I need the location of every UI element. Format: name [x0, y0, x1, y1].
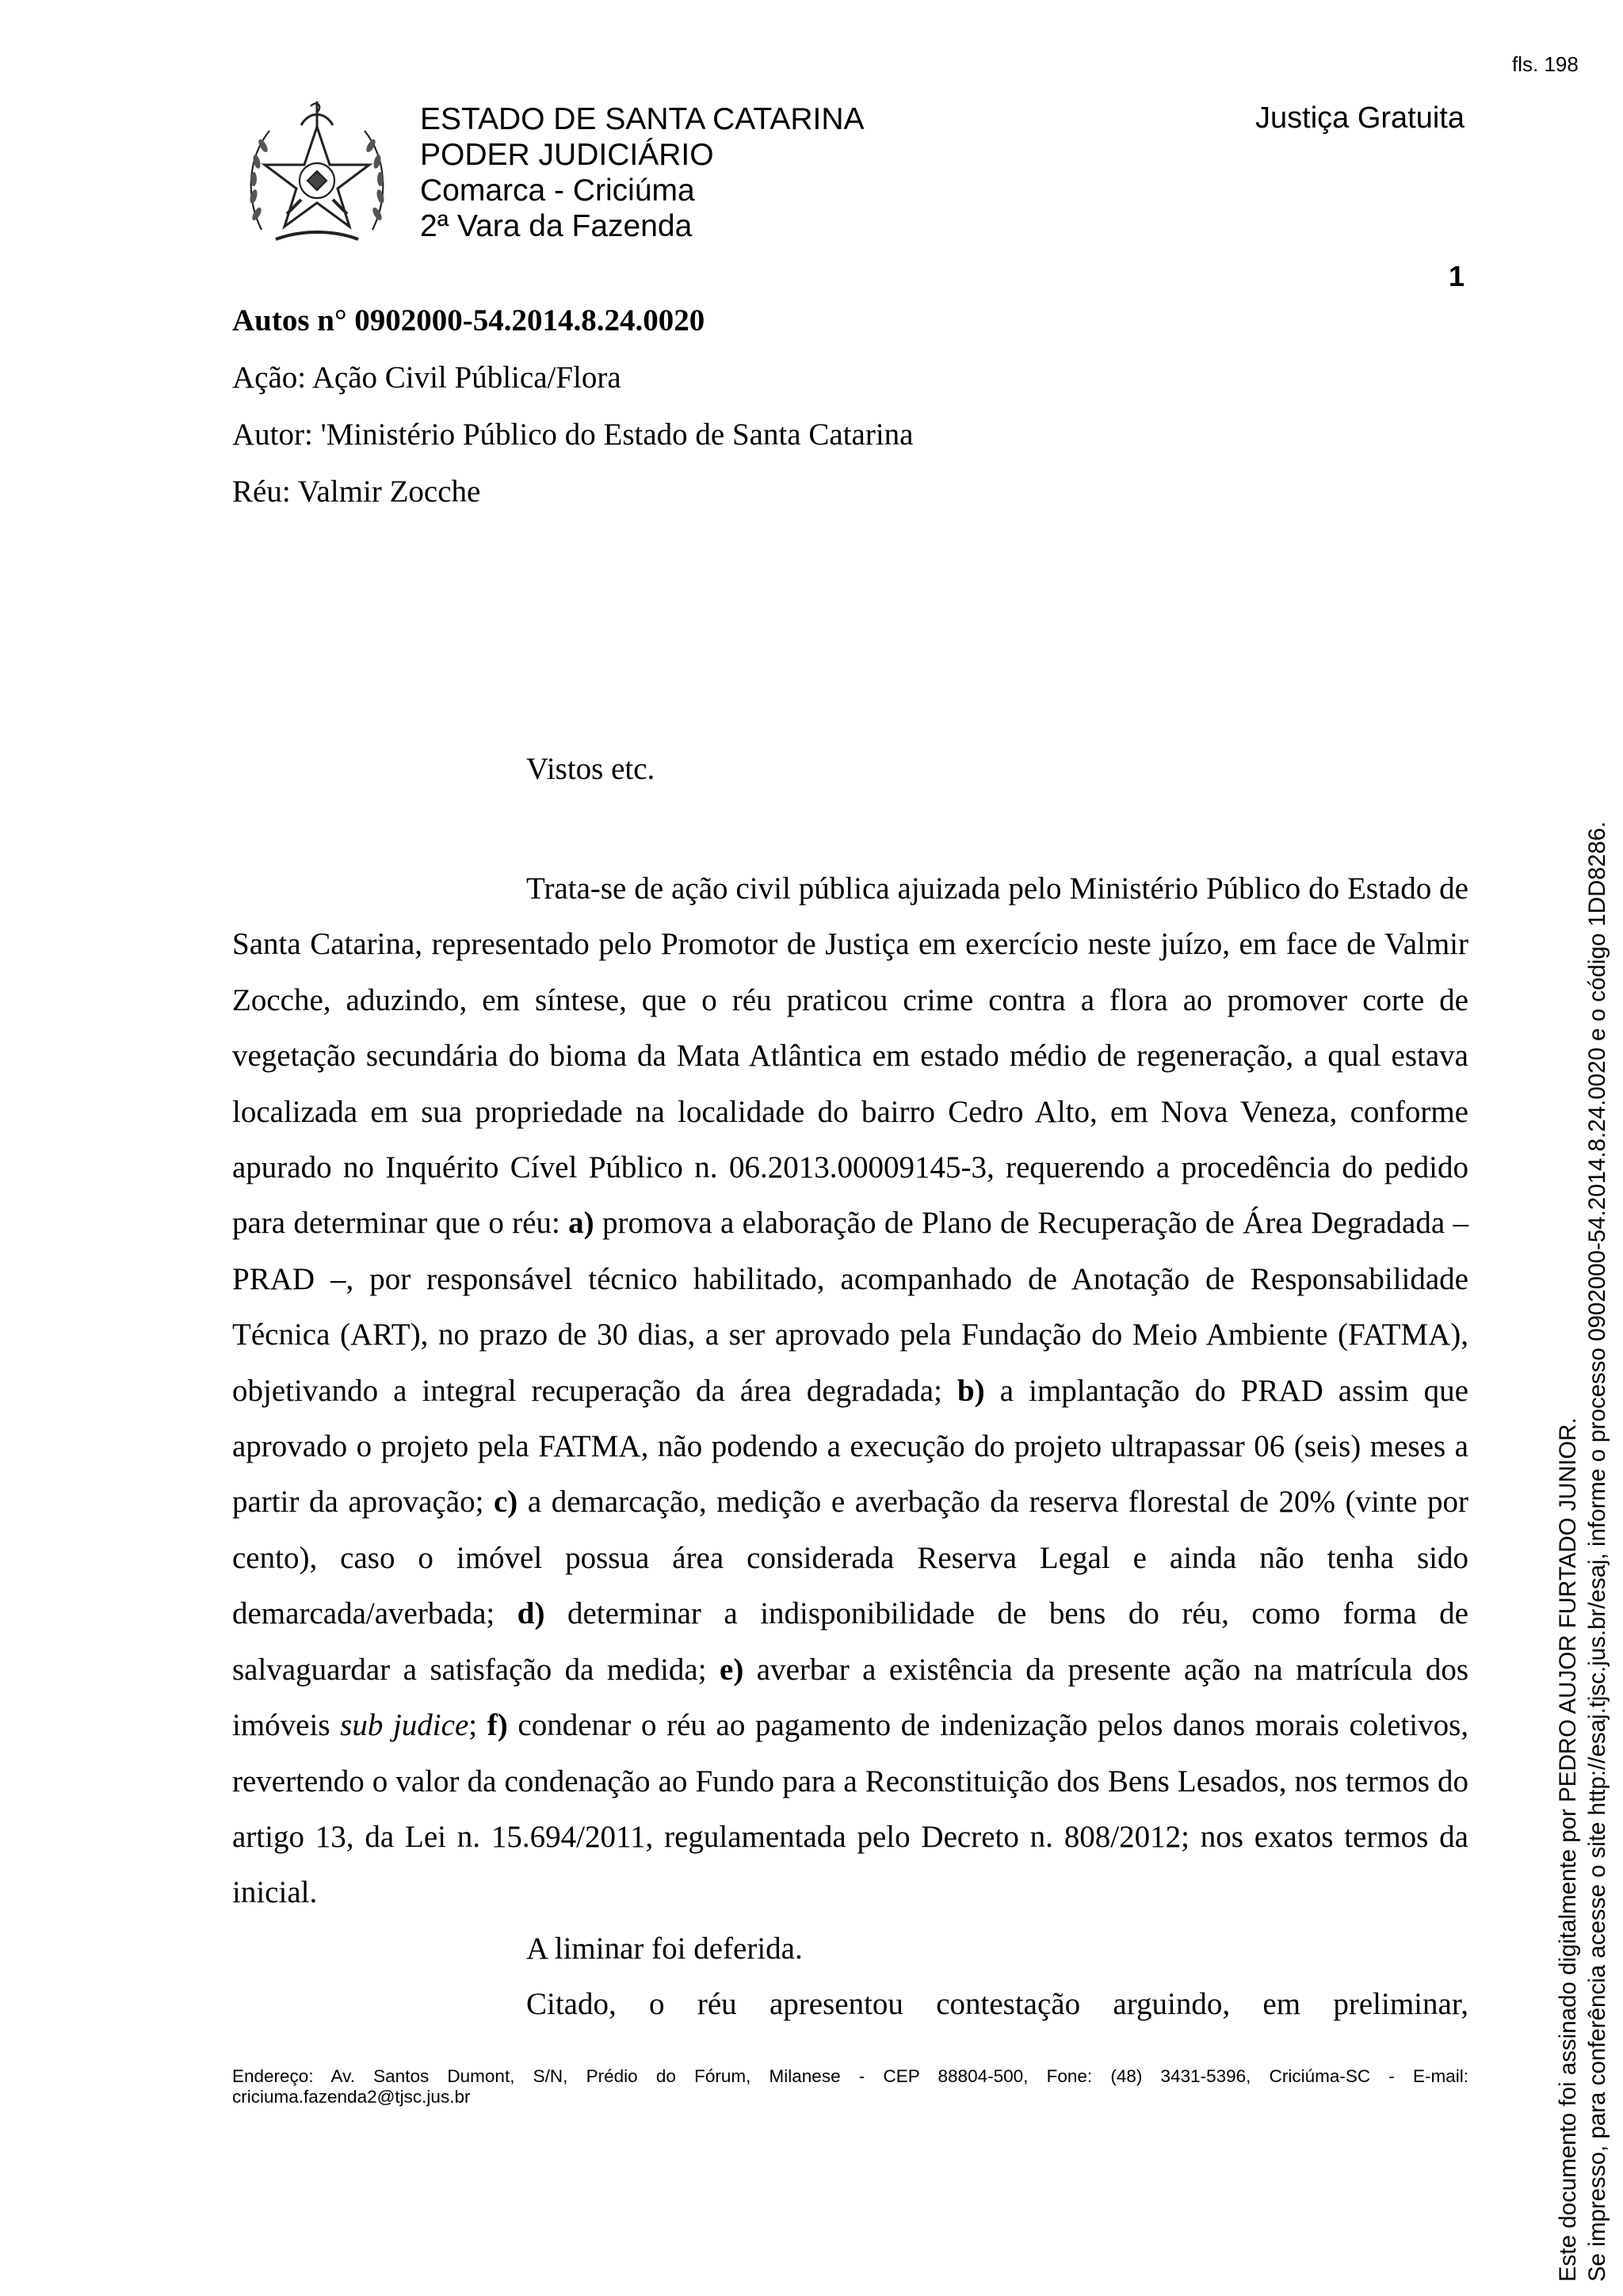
vistos-line: Vistos etc. [526, 752, 655, 786]
signature-line-2: Se impresso, para conferência acesse o site http://esaj.tjsc.jus.br/esaj, informe o processo 0902000-54.2014.8.24.0020 e o código 1DD8286. [1584, 821, 1610, 2282]
item-marker: a) [568, 1206, 594, 1241]
footer-address: Endereço: Av. Santos Dumont, S/N, Prédio do Fórum, Milanese - CEP 88804-500, Fone: (48) 3431-5396, Criciúma-SC - E-mail: criciuma.fazenda2@tjsc.jus.br [232, 2066, 1468, 2107]
italic-term: sub judice [340, 1708, 469, 1743]
text-segment: averbar a existência da presente ação na matrícula dos imóveis [232, 1652, 1468, 1743]
case-number: Autos n° 0902000-54.2014.8.24.0020 [232, 303, 705, 338]
item-marker: c) [493, 1485, 518, 1520]
text-segment: Trata-se de ação civil pública ajuizada pelo Ministério Público do Estado de Santa Catarina, representado pelo Promotor de Justiça em exercício neste juízo, em face de Valmir Zocche, aduzindo, em síntese, que o réu praticou crime contra a flora ao promover corte de vegetação secundária do bioma da Mata Atlântica em estado médio de regeneração, a qual estava localizada em sua propriedade na localidade do bairro Cedro Alto, em Nova Veneza, conforme apurado no Inquérito Cível Público n. 06.2013.00009145-3, requerendo a procedência do pedido para determinar que o réu: [232, 871, 1468, 1241]
document-body [232, 861, 1468, 2033]
item-marker: e) [720, 1652, 744, 1687]
case-action: Ação: Ação Civil Pública/Flora [232, 360, 621, 395]
text-segment: promova a elaboração de Plano de Recuperação de Área Degradada – PRAD –, por responsável técnico habilitado, acompanhado de Anotação de Responsabilidade Técnica (ART), no prazo de 30 dias, a ser aprovado pela Fundação do Meio Ambiente (FATMA), objetivando a integral recuperação da área degradada; [232, 1206, 1468, 1408]
case-info [232, 301, 913, 529]
text-segment: condenar o réu ao pagamento de indenização pelos danos morais coletivos, revertendo o valor da condenação ao Fundo para a Reconstituição dos Bens Lesados, nos termos do artigo 13, da Lei n. 15.694/2011, regulamentada pelo Decreto n. 808/2012; nos exatos termos da inicial. [232, 1708, 1468, 1910]
item-marker: d) [517, 1596, 545, 1631]
page-marker: fls. 198 [1512, 52, 1579, 76]
page-number: 1 [1449, 260, 1465, 292]
text-segment: a implantação do PRAD assim que aprovado o projeto pela FATMA, não podendo a execução do projeto ultrapassar 06 (seis) meses a partir da aprovação; [232, 1373, 1468, 1520]
case-defendant: Réu: Valmir Zocche [232, 475, 481, 509]
free-justice-label: Justiça Gratuita [1255, 101, 1465, 135]
item-marker: f) [487, 1708, 508, 1743]
digital-signature-note [1553, 761, 1612, 2282]
signature-line-1: Este documento foi assinado digitalmente por PEDRO AUJOR FURTADO JUNIOR. [1555, 1417, 1581, 2282]
text-segment: ; [468, 1708, 487, 1743]
paragraph-liminar: A liminar foi deferida. [526, 1931, 803, 1966]
item-marker: b) [957, 1373, 985, 1408]
text-segment: determinar a indisponibilidade de bens do réu, como forma de salvaguardar a satisfação da medida; [232, 1596, 1468, 1687]
header-vara: 2ª Vara da Fazenda [420, 209, 693, 243]
header-state: ESTADO DE SANTA CATARINA [420, 102, 865, 136]
paragraph-citado: Citado, o réu apresentou contestação arguindo, em preliminar, [526, 1987, 1468, 2022]
state-coat-of-arms [238, 95, 396, 250]
paragraph-summary [232, 861, 1468, 1921]
case-author: Autor: 'Ministério Público do Estado de Santa Catarina [232, 418, 914, 452]
text-segment: a demarcação, medição e averbação da reserva florestal de 20% (vinte por cento), caso o imóvel possua área considerada Reserva Legal e ainda não tenha sido demarcada/averbada; [232, 1485, 1468, 1631]
header-comarca: Comarca - Criciúma [420, 174, 695, 208]
court-header [420, 101, 865, 244]
header-judiciary: PODER JUDICIÁRIO [420, 138, 714, 172]
